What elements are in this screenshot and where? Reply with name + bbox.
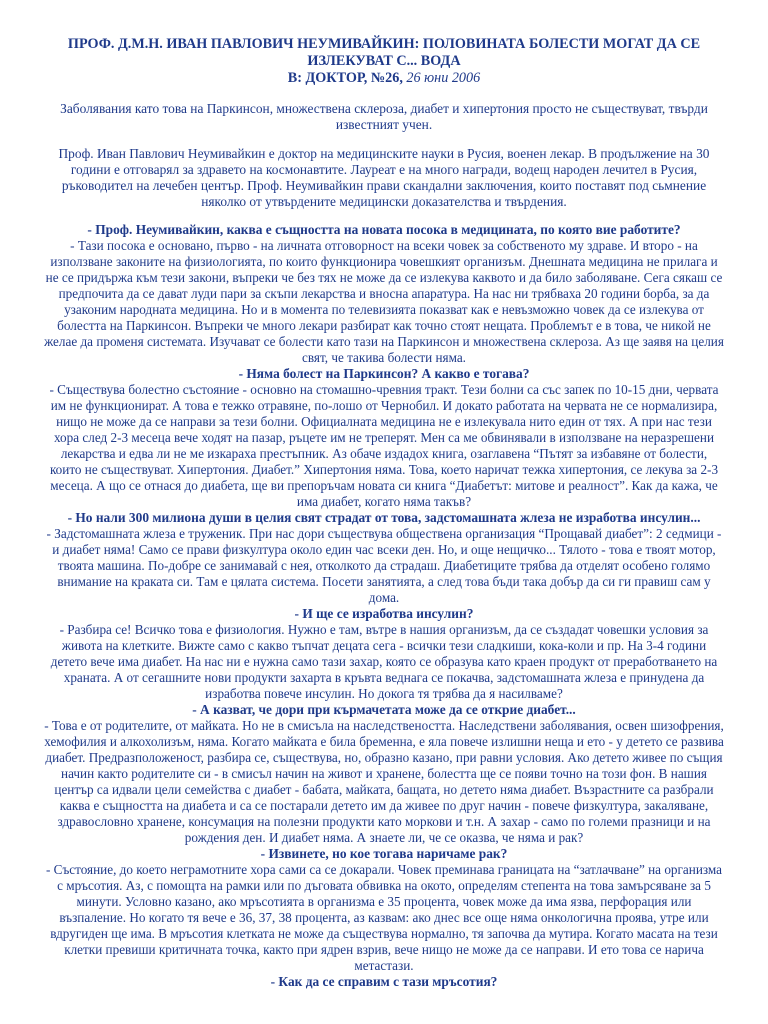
article-intro: Проф. Иван Павлович Неумивайкин е доктор на медицинските науки в Русия, военен лекар. В продължение на 30 години е отговарял за здравето на космонавтите. Лауреат е на много награди, водещ народен лечител в Русия, ръководител на лечебен център. Проф. Неумивайкин прави скандални заключения, които поставят под сьмнение няколко от утвърдените медицински доказателства и твърдения. <box>58 146 710 209</box>
publication-date: 26 юни 2006 <box>406 70 481 86</box>
article-source <box>44 70 724 87</box>
question-7: - Как да се справим с тази мръсотия? <box>270 974 498 989</box>
answer-5: - Това е от родителите, от майката. Но не в смисъла на наследствеността. Наследствени заболявания, освен шизофрения, хемофилия и алкохолизъм, няма. Когато майката е била бременна, е яла повече излишни неща и ето - у детето се развива диабет. Предразположеност, разбира се, съществува, но, образно казано, при равни условия. Ако детето живее по същия начин както родителите си - в смисъл начин на живот и хранене, болестта ще се появи точно на този фон. В нашия център са идвали цели семейства с диабет - бабата, майката, бащата, но детето няма диабет. Възрастните са разбрали каква е същността на диабета и са се постарали детето им да живее по друг начин - повече физкултура, закаляване, здравословно хранене, консумация на полезни продукти като моркови и т.н. А захар - само по големи празници и на рождения ден. И диабет няма. А знаете ли, че се оказва, че няма и рак? <box>44 718 724 845</box>
question-2: - Няма болест на Паркинсон? А какво е тогава? <box>238 366 530 381</box>
article-title: ПРОФ. Д.М.Н. ИВАН ПАВЛОВИЧ НЕУМИВАЙКИН: ПОЛОВИНАТА БОЛЕСТИ МОГАТ ДА СЕ ИЗЛЕКУВАТ С... ВОДА <box>67 36 701 69</box>
answer-6: - Състояние, до което неграмотните хора сами са се докарали. Човек преминава границата на “затлачване” на организма с мръсотия. Аз, с помощта на рамки или по дъговата обвивка на окото, определям степента на това замърсяване за 5 минути. Условно казано, ако мръсотията в организма е 35 процента, човек може да има язва, перфорация или възпаление. Но когато тя вече е 36, 37, 38 процента, аз казвам: ако днес все още няма онкологична проява, утре или вдругиден ще има. В мръсотия клетката не може да съществува нормално, тя започва да мутира. Когато масата на тези клетки превиши критичната точка, както при ядрен взрив, вече нищо не може да се направи. И ето това се нарича метастази. <box>45 862 723 973</box>
answer-4: - Разбира се! Всичко това е физиология. Нужно е там, вътре в нашия организъм, да се създадат човешки условия за живота на клетките. Вижте само с какво тъпчат децата сега - всички тези сладкиши, кока-коли и пр. На 3-4 години детето вече има диабет. На нас ни е нужна само тази захар, която се образува като краен продукт от преработването на храната. А от сегашните нови продукти захарта в кръвта веднага се покачва, задстомашната жлеза е принудена да изработва повече инсулин. Но докога тя трябва да я насилваме? <box>50 622 718 701</box>
answer-3: - Задстомашната жлеза е труженик. При нас дори съществува обществена организация “Прощавай диабет”: 2 седмици - и диабет няма! Само се прави физкултура около един час всеки ден. Но, и още нещичко... Тялото - това е твоят мотор, твоята машина. По-добре се занимавай с нея, отколкото да страдаш. Диабетиците трябва да отделят особено голямо внимание на краката си. Там е цялата система. Посети занятията, а след това бъди така добър да си ги правиш сам у дома. <box>46 526 722 605</box>
question-4: - И ще се изработва инсулин? <box>294 606 474 621</box>
source-publication: В: ДОКТОР, №26, <box>287 70 403 86</box>
article-lead: Заболявания като това на Паркинсон, множествена склероза, диабет и хипертония просто не съществуват, твърди известният учен. <box>60 101 708 132</box>
question-5: - А казват, че дори при кърмачетата може да се открие диабет... <box>192 702 576 717</box>
question-6: - Извинете, но кое тогава наричаме рак? <box>260 846 508 861</box>
question-1: - Проф. Неумивайкин, каква е същността на новата посока в медицината, по която вие работите? <box>87 222 681 237</box>
answer-2: - Съществува болестно състояние - основно на стомашно-чревния тракт. Тези болни са със запек по 10-15 дни, червата им не функционират. А това е тежко отравяне, по-лошо от Чернобил. И докато работата на червата не се нормализира, нищо не може да се направи за тези болни. Официалната медицина не е излекувала нито един от тях. А при нас тези хора след 2-3 месеца вече ходят на пазар, ръцете им не треперят. Мен са ме обвинявали в използване на неразрешени лекарства и едва ли не ме изкараха престъпник. Аз обаче издадох книга, озаглавена “Пътят за избавяне от болести, които не съществуват. Хипертония. Диабет.” Хипертония няма. Това, което наричат тежка хипертония, се лекува за 2-3 месеца. А що се отнася до диабета, ще ви препоръчам новата си книга “Диабетът: митове и реалност”. Как да кажа, че има диабет, когато няма такъв? <box>49 382 719 509</box>
answer-1: - Тази посока е основано, първо - на личната отговорност на всеки човек за собственото му здраве. И второ - на използване законите на физиологията, по които функционира човешкият организъм. Днешната медицина не прилага и не се придържа към тези закони, въпреки че без тях не може да се излекува каквото и да било заболяване. Сега сякаш се предпочита да се дават луди пари за скъпи лекарства и вносна апаратура. На нас ни трябваха 20 години борба, за да узаконим народната медицина. Но и в момента по телевизията показват как е невъзможно човек да се излекува от болестта на Паркинсон. Въпреки че много лекари разбират как точно стоят нещата. Проблемът е в това, че никой не желае да променя системата. Изучават се болести като тази на Паркинсон и множествена склероза. Аз ще заявя на целия свят, че такива болести няма. <box>44 238 724 365</box>
question-3: - Но нали 300 милиона души в целия свят страдат от това, задстомашната жлеза не изработва инсулин... <box>67 510 701 525</box>
